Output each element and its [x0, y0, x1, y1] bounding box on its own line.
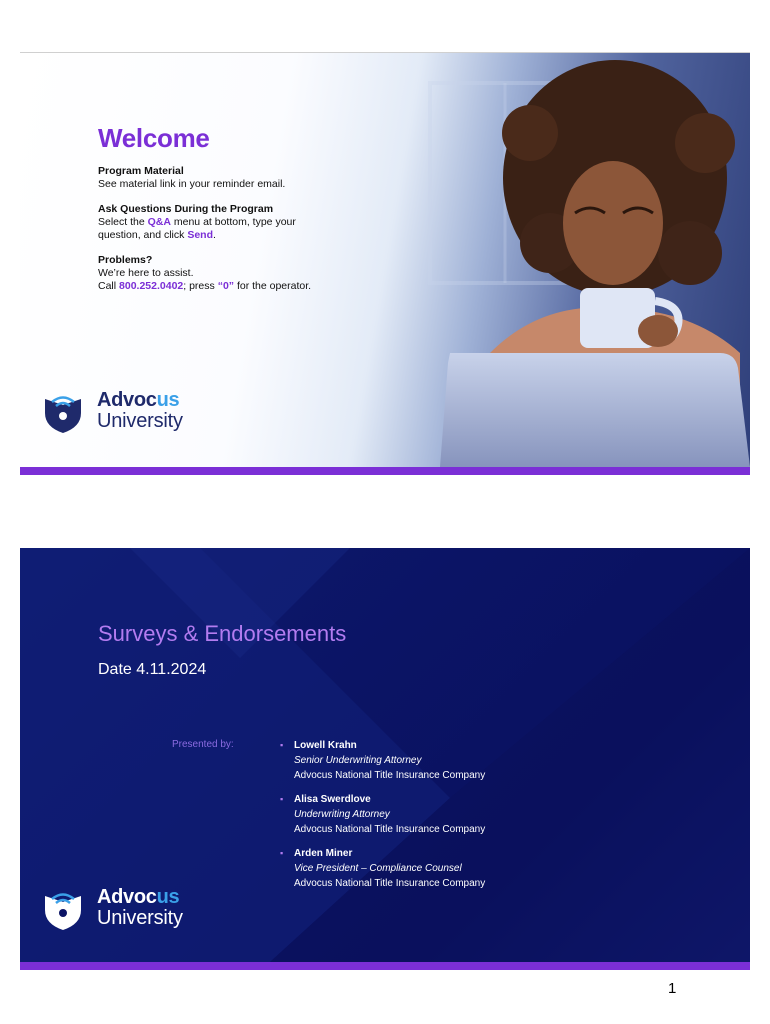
program-material-heading: Program Material — [98, 165, 184, 177]
problems-heading: Problems? — [98, 254, 153, 266]
list-item — [280, 846, 485, 891]
advocus-university-logo — [45, 886, 245, 936]
logo-name-part2: us — [156, 389, 180, 411]
bullet-icon: ▪ — [280, 740, 284, 750]
logo-name-part1: Advoc — [97, 389, 157, 411]
operator-key: “0” — [217, 280, 235, 292]
presenter-company: Advocus National Title Insurance Company — [294, 770, 486, 781]
presenter-company: Advocus National Title Insurance Company — [294, 824, 486, 835]
logo-name-university: University — [97, 907, 183, 929]
wifi-signal-icon — [52, 398, 74, 403]
ask-questions-text-part: Select the — [98, 216, 148, 228]
logo-name-part2: us — [156, 886, 180, 908]
presenter-title: Vice President – Compliance Counsel — [294, 863, 462, 874]
presenter-title: Underwriting Attorney — [294, 809, 390, 820]
slide-accent-bar — [20, 467, 750, 475]
presenter-name: Arden Miner — [294, 848, 353, 859]
bullet-icon: ▪ — [280, 794, 284, 804]
program-material-text: See material link in your reminder email. — [98, 178, 286, 190]
ask-questions-heading: Ask Questions During the Program — [98, 203, 274, 215]
logo-name-advocus — [97, 389, 179, 412]
advocus-shield-logo-icon — [45, 890, 81, 930]
page-number: 1 — [668, 980, 677, 997]
presenter-title: Senior Underwriting Attorney — [294, 755, 422, 766]
operator-text: for the operator. — [234, 280, 312, 292]
logo-name-advocus — [97, 886, 179, 909]
list-item — [280, 738, 485, 783]
slide-accent-bar — [20, 962, 750, 970]
call-prefix: Call — [98, 280, 120, 292]
logo-name-university: University — [97, 410, 183, 432]
title-slide — [20, 548, 750, 970]
presenter-name: Lowell Krahn — [294, 740, 357, 751]
ask-questions-text-part: menu at bottom, type your question, and click — [98, 216, 296, 241]
support-phone-number: 800.252.0402 — [119, 280, 184, 292]
presentation-date: Date 4.11.2024 — [98, 661, 207, 678]
ask-questions-section — [98, 203, 338, 242]
bullet-icon: ▪ — [280, 848, 284, 858]
problems-call-text — [98, 280, 338, 293]
program-material-section — [98, 165, 338, 191]
wifi-signal-icon — [52, 895, 74, 900]
logo-name-part1: Advoc — [97, 886, 157, 908]
welcome-title: Welcome — [98, 123, 210, 153]
advocus-university-logo — [45, 389, 245, 439]
ask-questions-text-part: . — [212, 229, 216, 241]
send-label: Send — [187, 229, 213, 241]
presentation-title: Surveys & Endorsements — [98, 621, 347, 646]
presenter-company: Advocus National Title Insurance Company — [294, 878, 486, 889]
presented-by-label: Presented by: — [172, 739, 234, 750]
list-item — [280, 792, 485, 837]
problems-assist-text: We’re here to assist. — [98, 267, 194, 279]
woman-drinking-coffee-photo — [420, 53, 750, 467]
problems-section — [98, 254, 338, 293]
advocus-shield-logo-icon — [45, 393, 81, 433]
presenter-name: Alisa Swerdlove — [294, 794, 371, 805]
press-text: ; press — [183, 280, 218, 292]
presenter-list — [280, 738, 485, 900]
qa-menu-label: Q&A — [147, 216, 171, 228]
ask-questions-text — [98, 216, 338, 242]
welcome-slide — [20, 52, 750, 475]
